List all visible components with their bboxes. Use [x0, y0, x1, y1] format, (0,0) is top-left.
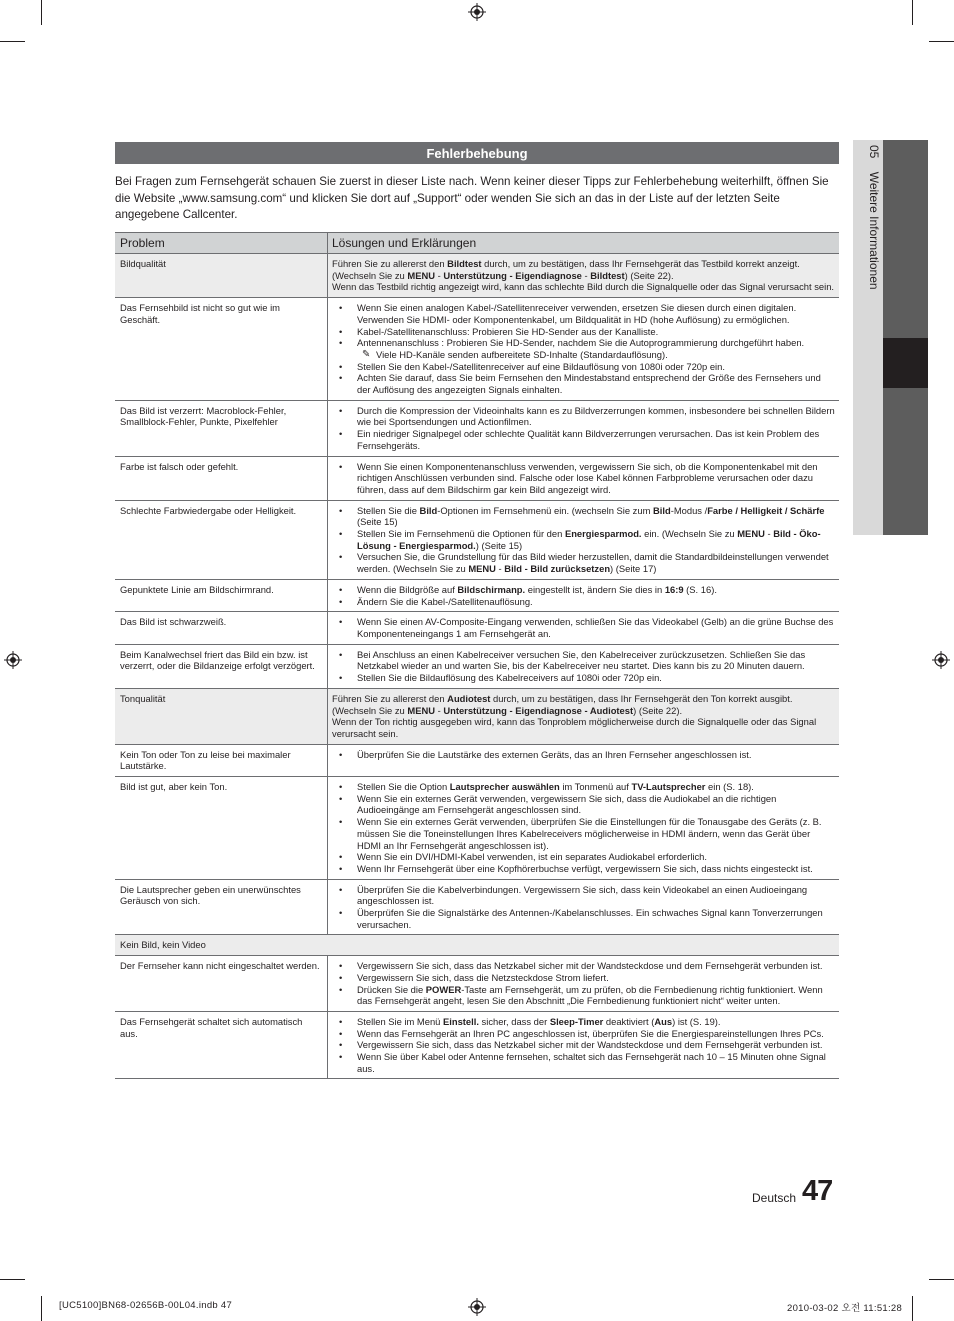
- crop-mark: [929, 1279, 954, 1280]
- note-pencil-icon: ✎: [362, 348, 371, 360]
- crop-mark: [912, 1296, 913, 1321]
- solution-cell: [328, 880, 839, 935]
- list-item: • Wenn Sie ein externes Gerät verwenden, überprüfen Sie die Einstellungen für die Tonausgabe des Geräts (z. B. müssen Sie die Toneinstellungen Ihres Kabelreceivers möglicherweise in HDMI ändern, wenn das Gerät über HDMI an Ihr Fernsehgerät angeschlossen ist).: [332, 816, 835, 851]
- solution-cell: [328, 645, 839, 688]
- solution-list: [332, 302, 835, 349]
- solution-cell: [328, 1012, 839, 1079]
- solution-cell: [328, 956, 839, 1011]
- solution-cell: [328, 501, 839, 579]
- solution-list: [332, 649, 835, 684]
- problem-cell: Bild ist gut, aber kein Ton.: [115, 777, 328, 879]
- list-item: • Wenn die Bildgröße auf Bildschirmanp. eingestellt ist, ändern Sie dies in 16:9 (S. 16).: [332, 584, 835, 596]
- footer-language: Deutsch: [752, 1191, 797, 1205]
- list-item: • Stellen Sie die Bild-Optionen im Fernsehmenü ein. (wechseln Sie zum Bild-Modus /Farbe / Helligkeit / Schärfe (Seite 15): [332, 505, 835, 528]
- list-item: • Überprüfen Sie die Kabelverbindungen. Vergewissern Sie sich, dass kein Videokabel an einen Audioeingang angeschlossen ist.: [332, 884, 835, 907]
- troubleshooting-table: [115, 232, 839, 1079]
- solution-list: [332, 1016, 835, 1075]
- chapter-side-tab-marker: [883, 338, 928, 388]
- solution-list: [332, 749, 835, 761]
- table-body: [115, 254, 839, 1079]
- list-item: • Stellen Sie den Kabel-/Satellitenreceiver auf eine Bildauflösung von 1080i oder 720p ein.: [332, 361, 835, 373]
- problem-cell: Das Bild ist verzerrt: Macroblock-Fehler, Smallblock-Fehler, Punkte, Pixelfehler: [115, 401, 328, 456]
- solution-list: [332, 960, 835, 1007]
- solution-list: [332, 461, 835, 496]
- solution-cell: [328, 612, 839, 643]
- list-item: • Überprüfen Sie die Lautstärke des externen Geräts, das an Ihren Fernseher angeschlossen ist.: [332, 749, 835, 761]
- solution-cell: [328, 298, 839, 400]
- crop-mark: [41, 0, 42, 25]
- table-group-row: [115, 935, 839, 956]
- list-item: • Achten Sie darauf, dass Sie beim Fernsehen den Mindestabstand entsprechend der Größe des Fernsehers und der Auflösung des angezeigten Signals einhalten.: [332, 372, 835, 395]
- list-item: • Wenn Ihr Fernsehgerät über eine Kopfhörerbuchse verfügt, vergewissern Sie sich, dass nichts eingesteckt ist.: [332, 863, 835, 875]
- problem-cell: Das Fernsehbild ist nicht so gut wie im Geschäft.: [115, 298, 328, 400]
- solution-list: [332, 884, 835, 931]
- solution-paragraph: Führen Sie zu allererst den Audiotest durch, um zu bestätigen, dass Ihr Fernsehgerät den Ton korrekt ausgibt. (Wechseln Sie zu MENU - Unterstützung - Eigendiagnose - Audiotest) (Seite 22).: [332, 692, 793, 716]
- list-item: • Stellen Sie die Bildauflösung des Kabelreceivers auf 1080i oder 720p ein.: [332, 672, 835, 684]
- table-row: [115, 501, 839, 580]
- list-item: • Wenn Sie ein externes Gerät verwenden, vergewissern Sie sich, dass die Audiokabel an die richtigen Audioeingänge am Fernsehgerät angeschlossen sind.: [332, 793, 835, 816]
- table-row: [115, 777, 839, 880]
- list-item: • Wenn Sie ein DVI/HDMI-Kabel verwenden, ist ein separates Audiokabel erforderlich.: [332, 851, 835, 863]
- chapter-number: 05: [867, 145, 881, 159]
- registration-mark-icon: [468, 1298, 486, 1316]
- list-item: • Überprüfen Sie die Signalstärke des Antennen-/Kabelanschlusses. Ein schwaches Signal kann Tonverzerrungen verursachen.: [332, 907, 835, 930]
- intro-paragraph: Bei Fragen zum Fernsehgerät schauen Sie zuerst in dieser Liste nach. Wenn keiner dieser Tipps zur Fehlerbehebung weiterhilft, öffnen Sie die Website „www.samsung.com“ und klicken Sie dort auf „Support“ oder wenden Sie sich an das in der Liste auf der letzten Seite angegebene Callcenter.: [115, 175, 829, 221]
- solution-cell: [328, 745, 839, 776]
- list-item: • Drücken Sie die POWER-Taste am Fernsehgerät, um zu prüfen, ob die Fernbedienung richtig funktioniert. Wenn das Fernsehgerät angeht, lesen Sie den Abschnitt „Die Fernbedienung funktioniert nicht“ weiter unten.: [332, 984, 835, 1007]
- problem-cell: Bildqualität: [115, 254, 328, 297]
- header-solutions: Lösungen und Erklärungen: [332, 236, 477, 250]
- solution-list: [332, 616, 835, 639]
- solution-cell: [328, 689, 839, 744]
- problem-cell: Gepunktete Linie am Bildschirmrand.: [115, 580, 328, 611]
- solution-cell: [328, 777, 839, 879]
- registration-mark-icon: [4, 651, 22, 669]
- table-row: [115, 956, 839, 1012]
- solution-list: [332, 584, 835, 607]
- list-item: • Stellen Sie im Menü Einstell. sicher, dass der Sleep-Timer deaktiviert (Aus) ist (S. 19).: [332, 1016, 835, 1028]
- solution-paragraph: Wenn das Testbild richtig angezeigt wird, kann das schlechte Bild durch die Signalquelle oder das Signal verursacht sein.: [332, 281, 835, 293]
- table-row: [115, 580, 839, 612]
- crop-mark: [0, 1279, 25, 1280]
- solution-cell: [328, 580, 839, 611]
- list-item: • Wenn das Fernsehgerät an Ihren PC angeschlossen ist, überprüfen Sie die Energiespareinstellungen Ihres PCs.: [332, 1028, 835, 1040]
- table-row: [115, 689, 839, 745]
- problem-cell: Der Fernseher kann nicht eingeschaltet werden.: [115, 956, 328, 1011]
- list-item: • Ein niedriger Signalpegel oder schlechte Qualität kann Bildverzerrungen verursachen. Das ist kein Problem des Fernsehgeräts.: [332, 428, 835, 451]
- print-timestamp: 2010-03-02 오전 11:51:28: [787, 1303, 903, 1314]
- solution-cell: [328, 457, 839, 500]
- registration-mark-icon: [468, 3, 486, 21]
- crop-mark: [0, 41, 25, 42]
- problem-cell: Die Lautsprecher geben ein unerwünschtes Geräusch von sich.: [115, 880, 328, 935]
- list-item: • Versuchen Sie, die Grundstellung für das Bild wieder herzustellen, damit die Standardbildeinstellungen verwendet werden. (Wechseln Sie zu MENU - Bild - Bild zurücksetzen) (Seite 17): [332, 551, 835, 574]
- table-row: [115, 612, 839, 644]
- note: [332, 349, 835, 361]
- list-item: • Ändern Sie die Kabel-/Satellitenauflösung.: [332, 596, 835, 608]
- table-header: [115, 232, 839, 254]
- solution-paragraph: Führen Sie zu allererst den Bildtest durch, um zu bestätigen, dass Ihr Fernsehgerät das Testbild korrekt anzeigt. (Wechseln Sie zu MENU - Unterstützung - Eigendiagnose - Bildtest) (Seite 22).: [332, 258, 800, 281]
- problem-cell: Das Fernsehgerät schaltet sich automatisch aus.: [115, 1012, 328, 1079]
- table-row: [115, 645, 839, 689]
- solution-list: [332, 405, 835, 452]
- table-row: [115, 254, 839, 298]
- list-item: • Vergewissern Sie sich, dass das Netzkabel sicher mit der Wandsteckdose und dem Fernsehgerät verbunden ist.: [332, 1039, 835, 1051]
- table-row: [115, 745, 839, 777]
- problem-cell: Tonqualität: [115, 689, 328, 744]
- solution-cell: [328, 254, 839, 297]
- table-row: [115, 298, 839, 401]
- problem-cell: Schlechte Farbwiedergabe oder Helligkeit.: [115, 501, 328, 579]
- list-item: • Bei Anschluss an einen Kabelreceiver versuchen Sie, den Kabelreceiver zurückzusetzen. Schließen Sie das Netzkabel wieder an und warten Sie, bis der Kabelreceiver neu startet. Dies kann bis zu 20 Minuten dauern.: [332, 649, 835, 672]
- page-number: 47: [802, 1175, 833, 1207]
- section-title: Fehlerbehebung: [115, 142, 839, 164]
- problem-cell: Farbe ist falsch oder gefehlt.: [115, 457, 328, 500]
- solution-list: [332, 781, 835, 875]
- crop-mark: [929, 41, 954, 42]
- registration-mark-icon: [932, 651, 950, 669]
- chapter-side-label: [867, 145, 881, 300]
- list-item: • Stellen Sie im Fernsehmenü die Optionen für den Energiesparmod. ein. (Wechseln Sie zu MENU - Bild - Öko-Lösung - Energiesparmod.) (Seite 15): [332, 528, 835, 551]
- list-item: • Vergewissern Sie sich, dass die Netzsteckdose Strom liefert.: [332, 972, 835, 984]
- header-problem: Problem: [115, 233, 328, 253]
- solution-cell: [328, 401, 839, 456]
- list-item: • Antennenanschluss : Probieren Sie HD-Sender, nachdem Sie die Autoprogrammierung durchgeführt haben.: [332, 337, 835, 349]
- table-row: [115, 880, 839, 936]
- table-row: [115, 457, 839, 501]
- problem-cell: Beim Kanalwechsel friert das Bild ein bzw. ist verzerrt, oder die Bildanzeige erfolgt verzögert.: [115, 645, 328, 688]
- group-label: Kein Bild, kein Video: [120, 939, 206, 951]
- table-row: [115, 1012, 839, 1080]
- crop-mark: [912, 0, 913, 25]
- problem-cell: Kein Ton oder Ton zu leise bei maximaler Lautstärke.: [115, 745, 328, 776]
- solution-list: [332, 361, 835, 396]
- problem-cell: Das Bild ist schwarzweiß.: [115, 612, 328, 643]
- list-item: • Kabel-/Satellitenanschluss: Probieren Sie HD-Sender aus der Kanalliste.: [332, 326, 835, 338]
- print-file-info: [UC5100]BN68-02656B-00L04.indb 47: [59, 1300, 233, 1311]
- list-item: • Wenn Sie einen analogen Kabel-/Satellitenreceiver verwenden, ersetzen Sie diesen durch einen digitalen. Verwenden Sie HDMI- oder Komponentenkabel, um Bildqualität in HD (hohe Auflösung) zu ermöglichen.: [332, 302, 835, 325]
- solution-paragraph: Wenn der Ton richtig ausgegeben wird, kann das Tonproblem möglicherweise durch die Signalquelle oder das Signal verursacht sein.: [332, 716, 817, 739]
- list-item: • Vergewissern Sie sich, dass das Netzkabel sicher mit der Wandsteckdose und dem Fernsehgerät verbunden ist.: [332, 960, 835, 972]
- list-item: • Wenn Sie über Kabel oder Antenne fernsehen, schaltet sich das Fernsehgerät nach 10 – 15 Minuten ohne Signal aus.: [332, 1051, 835, 1074]
- solution-list: [332, 505, 835, 575]
- list-item: • Wenn Sie einen Komponentenanschluss verwenden, vergewissern Sie sich, ob die Komponentenkabel mit den richtigen Anschlüssen verbunden sind. Falsche oder lose Kabel können Farbprobleme verursachen oder dazu führen, dass auf dem Bildschirm gar kein Bild angezeigt wird.: [332, 461, 835, 496]
- crop-mark: [41, 1296, 42, 1321]
- list-item: • Stellen Sie die Option Lautsprecher auswählen im Tonmenü auf TV-Lautsprecher ein (S. 18).: [332, 781, 835, 793]
- list-item: • Durch die Kompression der Videoinhalts kann es zu Bildverzerrungen kommen, insbesondere bei schnellen Bildern wie bei Sportsendungen und Actionfilmen.: [332, 405, 835, 428]
- list-item: • Wenn Sie einen AV-Composite-Eingang verwenden, schließen Sie das Videokabel (Gelb) an die grüne Buchse des Komponenteneingangs 1 am Fernsehgerät an.: [332, 616, 835, 639]
- table-row: [115, 401, 839, 457]
- chapter-title: Weitere Informationen: [867, 171, 881, 290]
- note-text: Viele HD-Kanäle senden aufbereitete SD-Inhalte (Standardauflösung).: [376, 348, 668, 360]
